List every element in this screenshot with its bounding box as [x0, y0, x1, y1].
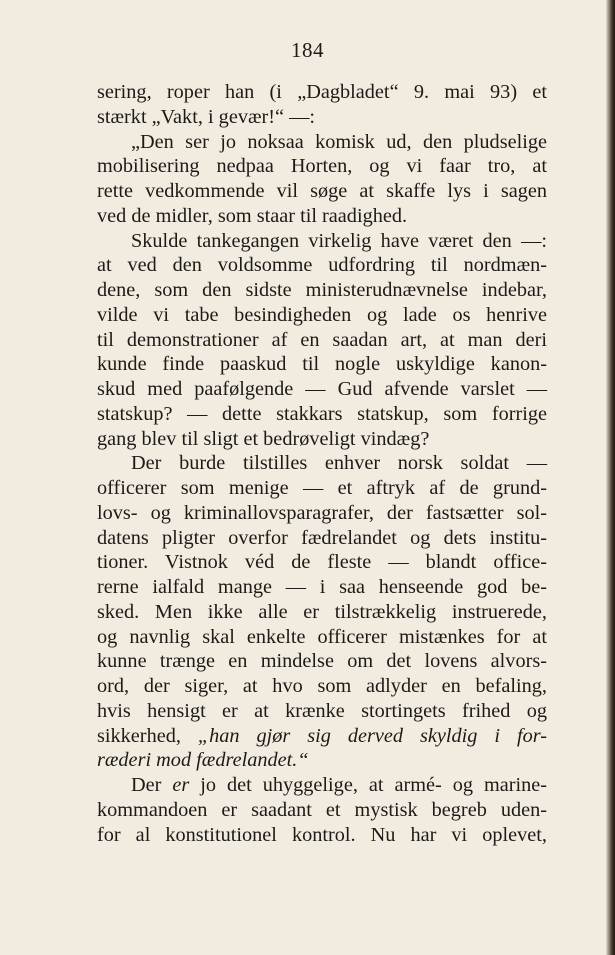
text-line: [97, 105, 547, 130]
text-segment: og navnlig skal enkelte officerer mistænkes for at: [97, 625, 547, 648]
text-line: [97, 253, 547, 278]
text-segment: sikkerhed,: [97, 724, 198, 747]
text-segment: Der: [131, 774, 173, 796]
text-segment: sked. Men ikke alle er tilstrækkelig instruerede,: [97, 600, 547, 623]
text-segment: for al konstitutionel kontrol. Nu har vi oplevet,: [97, 823, 547, 846]
text-line: [97, 476, 547, 501]
text-segment: kommandoen er saadant et mystisk begreb uden-: [97, 798, 547, 821]
text-line: [97, 575, 547, 600]
text-line: [97, 179, 547, 204]
text-line: [97, 649, 547, 674]
text-segment: kunde finde paaskud til nogle uskyldige kanon-: [97, 353, 547, 376]
text-segment: ord, der siger, at hvo som adlyder en befaling,: [97, 675, 547, 697]
text-line: [97, 402, 547, 427]
page-edge-shadow: [606, 0, 615, 955]
text-line: [97, 625, 547, 650]
text-line: [97, 526, 547, 551]
text-segment: rette vedkommende vil søge at skaffe lys i sagen: [97, 180, 547, 202]
text-segment: „Den ser jo noksaa komisk ud, den pludselige: [131, 130, 547, 153]
text-segment: skud med paafølgende — Gud afvende varslet —: [97, 378, 547, 400]
text-line: [97, 278, 547, 303]
text-segment: kunne trænge en mindelse om det lovens alvors-: [97, 650, 547, 673]
italic-segment: ræderi mod fædrelandet.“: [97, 749, 309, 772]
italic-segment: „han gjør sig derved skyldig i for-: [197, 724, 547, 747]
text-line: [97, 798, 547, 823]
text-segment: mobilisering nedpaa Horten, og vi faar tro, at: [97, 155, 547, 178]
text-line: [97, 204, 547, 229]
text-line: [97, 229, 547, 254]
text-segment: lovs- og kriminallovsparagrafer, der fastsætter sol-: [97, 501, 547, 524]
text-line: [97, 352, 547, 377]
text-segment: sering, roper han (i „Dagbladet“ 9. mai 93) et: [97, 81, 547, 103]
text-segment: dene, som den sidste ministerudnævnelse indebar,: [97, 279, 547, 301]
text-segment: Der burde tilstilles enhver norsk soldat —: [131, 452, 547, 475]
text-line: [97, 80, 547, 105]
text-segment: rerne ialfald mange — i saa henseende god be-: [97, 576, 547, 598]
text-line: [97, 674, 547, 699]
text-line: [97, 377, 547, 402]
body-text: [97, 80, 547, 847]
text-line: [97, 724, 547, 749]
text-segment: Skulde tankegangen virkelig have været den —:: [131, 229, 547, 252]
text-line: [97, 600, 547, 625]
text-segment: vilde vi tabe besindigheden og lade os henrive: [97, 303, 547, 326]
text-line: [97, 328, 547, 353]
text-line: [97, 427, 547, 452]
text-line: [97, 748, 547, 773]
text-line: [97, 773, 547, 798]
text-segment: jo det uhyggelige, at armé- og marine-: [189, 774, 548, 796]
text-segment: datens pligter overfor fædrelandet og dets institu-: [97, 526, 547, 549]
text-segment: tioner. Vistnok véd de fleste — blandt office-: [97, 551, 547, 574]
text-line: [97, 550, 547, 575]
text-line: [97, 699, 547, 724]
text-line: [97, 451, 547, 476]
text-segment: hvis hensigt er at krænke stortingets frihed og: [97, 699, 547, 722]
text-line: [97, 501, 547, 526]
text-segment: gang blev til sligt et bedrøveligt vindæg?: [97, 427, 430, 450]
page-number: 184: [291, 38, 324, 62]
text-segment: officerer som menige — et aftryk af de grund-: [97, 477, 547, 499]
text-segment: ved de midler, som staar til raadighed.: [97, 204, 408, 227]
text-segment: stærkt „Vakt, i gevær!“ —:: [97, 105, 315, 128]
text-line: [97, 303, 547, 328]
text-segment: til demonstrationer af en saadan art, at man deri: [97, 328, 547, 351]
text-line: [97, 823, 547, 848]
italic-segment: er: [172, 774, 190, 796]
text-line: [97, 130, 547, 155]
text-segment: statskup? — dette stakkars statskup, som forrige: [97, 402, 547, 425]
text-line: [97, 154, 547, 179]
text-segment: at ved den voldsomme udfordring til nordmæn-: [97, 254, 547, 277]
